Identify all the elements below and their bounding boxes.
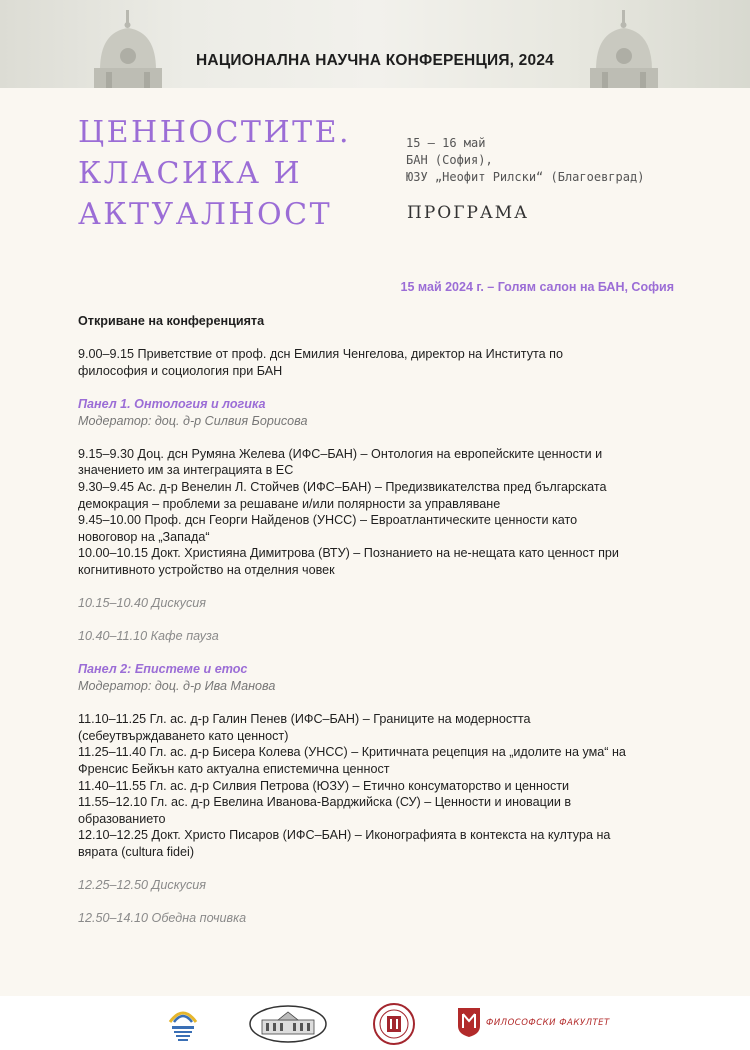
title-line: ЦЕННОСТИТЕ. — [78, 115, 352, 150]
talk-item — [78, 827, 678, 860]
opening-title: Откриване на конференцията — [78, 314, 265, 328]
conference-meta — [406, 135, 644, 186]
text-line: 9.30–9.45 Ас. д-р Венелин Л. Стойчев (ИФС–БАН) – Предизвикателства пред българската — [78, 479, 607, 494]
text-line: 9.45–10.00 Проф. дсн Георги Найденов (УНСС) – Евроатлантическите ценности като — [78, 513, 578, 528]
philosophy-faculty-label: ФИЛОСОФСКИ ФАКУЛТЕТ — [486, 1018, 610, 1028]
conference-label: НАЦИОНАЛНА НАУЧНА КОНФЕРЕНЦИЯ, 2024 — [196, 52, 554, 69]
text-line: 11.25–11.40 Гл. ас. д-р Бисера Колева (УНСС) – Критичната рецепция на „идолите на ума“ на — [78, 745, 626, 760]
talk-item — [78, 778, 678, 795]
text-line: образованието — [78, 811, 166, 826]
text-line: демокрация – проблеми за решаване и/или полярности за управляване — [78, 496, 501, 511]
talk-item — [78, 711, 678, 744]
text-line: философия и социология при БАН — [78, 363, 283, 378]
university-seal-icon — [372, 1002, 416, 1046]
talk-item — [78, 794, 678, 827]
talk-item — [78, 512, 678, 545]
talk-item — [78, 479, 678, 512]
header-banner — [0, 0, 750, 88]
title-line: АКТУАЛНОСТ — [78, 197, 333, 232]
talk-item — [78, 545, 678, 578]
philosophy-faculty-emblem-icon — [456, 1006, 482, 1038]
program-body — [78, 313, 678, 927]
text-line: Френсис Бейкън като актуална епистемична ценност — [78, 762, 390, 777]
panel-1-discussion: 10.15–10.40 Дискусия — [78, 596, 206, 611]
panel-2-moderator: Модератор: доц. д-р Ива Манова — [78, 679, 276, 694]
bas-building-logo-icon — [248, 1004, 328, 1044]
text-line: (себеутвърждаването като ценност) — [78, 728, 289, 743]
institute-logo-icon — [166, 1006, 200, 1042]
panel-2-title: Панел 2: Епистеме и етос — [78, 662, 248, 677]
text-line: 11.40–11.55 Гл. ас. д-р Силвия Петрова (ЮЗУ) – Етично консуматорство и ценности — [78, 778, 570, 793]
text-line: когнитивното устройство на отделния човек — [78, 562, 335, 577]
text-line: 11.55–12.10 Гл. ас. д-р Евелина Иванова-Варджийска (СУ) – Ценности и иновации в — [78, 795, 572, 810]
text-line: вярата (cultura fidei) — [78, 845, 195, 859]
title-line: КЛАСИКА И — [78, 156, 303, 191]
panel-2-discussion: 12.25–12.50 Дискусия — [78, 878, 206, 893]
building-dome-right-icon — [584, 10, 664, 88]
text-line: 11.10–11.25 Гл. ас. д-р Галин Пенев (ИФС–БАН) – Границите на модерността — [78, 712, 531, 727]
text-line: 12.10–12.25 Докт. Христо Писаров (ИФС–БАН) – Иконографията в контекста на култура на — [78, 828, 611, 843]
program-label: ПРОГРАМА — [407, 203, 530, 223]
conference-title — [78, 112, 351, 235]
venue-sofia: БАН (София), — [406, 153, 493, 167]
day-heading: 15 май 2024 г. – Голям салон на БАН, София — [400, 280, 674, 294]
venue-blagoevgrad: ЮЗУ „Неофит Рилски“ (Благоевград) — [406, 170, 645, 184]
text-line: значението им за интеграцията в ЕС — [78, 463, 294, 478]
panel-1-moderator: Модератор: доц. д-р Силвия Борисова — [78, 413, 308, 428]
opening-greeting — [78, 346, 678, 379]
text-line: 9.15–9.30 Доц. дсн Румяна Желева (ИФС–БАН) – Онтология на европейските ценности и — [78, 446, 603, 461]
text-line: 10.00–10.15 Докт. Християна Димитрова (ВТУ) – Познанието на не-нещата като ценност при — [78, 546, 619, 561]
text-line: 9.00–9.15 Приветствие от проф. дсн Емилия Ченгелова, директор на Института по — [78, 347, 563, 362]
coffee-break: 10.40–11.10 Кафе пауза — [78, 629, 219, 644]
building-dome-left-icon — [88, 10, 168, 88]
conference-dates: 15 – 16 май — [406, 136, 486, 150]
talk-item — [78, 744, 678, 777]
panel-1-title: Панел 1. Онтология и логика — [78, 396, 266, 411]
lunch-break: 12.50–14.10 Обедна почивка — [78, 911, 247, 926]
talk-item — [78, 446, 678, 479]
text-line: новоговор на „Запада“ — [78, 529, 210, 544]
